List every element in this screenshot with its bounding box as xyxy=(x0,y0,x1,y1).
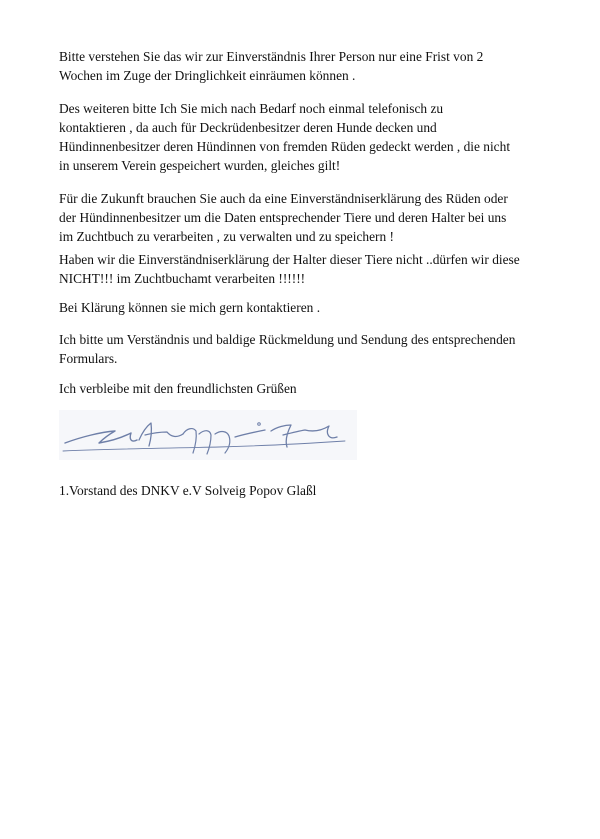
paragraph-5 xyxy=(59,298,559,317)
signature-strokes xyxy=(63,423,345,454)
text-line: Ich bitte um Verständnis und baldige Rückmeldung und Sendung des entsprechenden xyxy=(59,332,516,347)
text-line: Hündinnenbesitzer deren Hündinnen von fremden Rüden gedeckt werden , die nicht xyxy=(59,139,511,154)
paragraph-3 xyxy=(59,189,559,246)
text-line: in unserem Verein gespeichert wurden, gleiches gilt! xyxy=(59,158,341,173)
text-line: der Hündinnenbesitzer um die Daten entsprechender Tiere und deren Halter bei uns xyxy=(59,210,507,225)
signer-name: 1.Vorstand des DNKV e.V Solveig Popov Glaßl xyxy=(59,483,317,498)
text-line: Wochen im Zuge der Dringlichkeit einräumen können . xyxy=(59,68,356,83)
text-line: Haben wir die Einverständniserklärung der Halter dieser Tiere nicht ..dürfen wir diese xyxy=(59,252,520,267)
closing-line xyxy=(59,379,559,398)
signer-line xyxy=(59,481,559,500)
paragraph-2 xyxy=(59,99,559,175)
text-line: Bitte verstehen Sie das wir zur Einverständnis Ihrer Person nur eine Frist von 2 xyxy=(59,49,484,64)
text-line: Bei Klärung können sie mich gern kontaktieren . xyxy=(59,300,321,315)
handwritten-signature-icon xyxy=(59,410,357,460)
paragraph-6 xyxy=(59,330,559,368)
text-line: im Zuchtbuch zu verarbeiten , zu verwalten und zu speichern ! xyxy=(59,229,395,244)
text-line: Formulars. xyxy=(59,351,118,366)
text-line: kontaktieren , da auch für Deckrüdenbesitzer deren Hunde decken und xyxy=(59,120,437,135)
paragraph-4 xyxy=(59,250,559,288)
text-line: NICHT!!! im Zuchtbuchamt verarbeiten !!!!!! xyxy=(59,271,306,286)
paragraph-1 xyxy=(59,47,559,85)
text-line: Des weiteren bitte Ich Sie mich nach Bedarf noch einmal telefonisch zu xyxy=(59,101,444,116)
text-line: Für die Zukunft brauchen Sie auch da eine Einverständniserklärung des Rüden oder xyxy=(59,191,508,206)
text-line: Ich verbleibe mit den freundlichsten Grüßen xyxy=(59,381,297,396)
